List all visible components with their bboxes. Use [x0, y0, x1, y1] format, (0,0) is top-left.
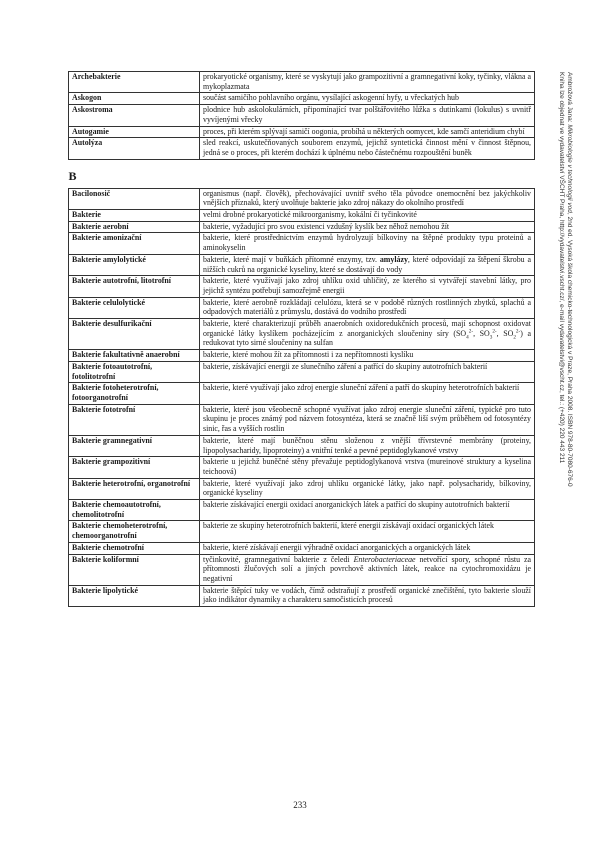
term-cell: Bakterie amonizační: [69, 233, 200, 254]
side-note-citation: [557, 72, 573, 672]
table-row: [69, 500, 535, 521]
term-cell: Bakterie fakultativně anaerobní: [69, 350, 200, 362]
term-cell: Bakterie amylolytické: [69, 254, 200, 275]
table-row: [69, 404, 535, 435]
definition-cell: bakterie, které prostřednictvím enzymů hydrolyzují bílkoviny na štěpné produkty typu proteinů a aminokyselin: [200, 233, 535, 254]
table-row: [69, 188, 535, 209]
table-row: [69, 126, 535, 138]
term-cell: Bakterie heterotrofní, organotrofní: [69, 478, 200, 499]
term-cell: Bacilonosič: [69, 188, 200, 209]
definition-cell: bakterie, které využívají jako zdroj uhlíku oxid uhličitý, ze kterého si vytvářejí stavební látky, pro jejichž syntézu potřebují samozřejmě energii: [200, 276, 535, 297]
term-cell: Bakterie lipolytické: [69, 585, 200, 606]
table-row: [69, 457, 535, 478]
definition-cell: sled reakcí, uskutečňovaných souborem enzymů, jejichž syntetická činnost mění v činnost štěpnou, jedná se o proces, při kterém dochází k úplnému nebo částečnému rozpouštění buněk: [200, 138, 535, 159]
definition-cell: bakterie, které mají v buňkách přítomné enzymy, tzv. amylázy, které odpovídají za štěpení škrobu a nižších cukrů na organické kyseliny, které se dostávají do vody: [200, 254, 535, 275]
table-row: [69, 521, 535, 542]
definition-cell: bakterie, které aerobně rozkládají celulózu, která se v podobě různých rostlinných zbytků, splachů a odpadových materiálů z průmyslu, dostává do vodního prostředí: [200, 297, 535, 318]
table-row: [69, 554, 535, 585]
term-cell: Askostroma: [69, 105, 200, 126]
term-cell: Bakterie fotoheterotrofní, fotoorganotrofní: [69, 383, 200, 404]
side-note-line-2: Kniha lze objednat ve vydavatelství VŠCHT Praha, http://vydavatelstvi.vscht.cz/, e-mail vydavatelstvi@vscht.cz, tel.: (+420) 220 443 211: [557, 72, 565, 464]
table-row: [69, 542, 535, 554]
table-row: [69, 478, 535, 499]
definition-cell: bakterie, získávající energii ze slunečního záření a patřící do skupiny autotrofních bakterií: [200, 361, 535, 382]
definition-cell: součást samičího pohlavního orgánu, vysílající askogenní hyfy, u vřeckatých hub: [200, 93, 535, 105]
table-row: [69, 72, 535, 93]
table-row: [69, 233, 535, 254]
page-number: 233: [293, 800, 307, 810]
term-cell: Bakterie aerobní: [69, 221, 200, 233]
term-cell: Bakterie grampozitivní: [69, 457, 200, 478]
definition-cell: bakterie štěpící tuky ve vodách, čímž odstraňují z prostředí organické znečištění, tyto bakterie slouží jako indikátor dynamiky a charakteru samočisticích procesů: [200, 585, 535, 606]
term-cell: Bakterie gramnegativní: [69, 435, 200, 456]
table-row: [69, 319, 535, 350]
term-cell: Bakterie chemoautotrofní, chemolitotrofní: [69, 500, 200, 521]
definition-cell: bakterie, které mohou žít za přítomnosti i za nepřítomnosti kyslíku: [200, 350, 535, 362]
table-row: [69, 221, 535, 233]
table-row: [69, 105, 535, 126]
table-row: [69, 383, 535, 404]
term-cell: Bakterie: [69, 210, 200, 222]
definition-cell: bakterie ze skupiny heterotrofních bakterií, které energii získávají oxidací organických látek: [200, 521, 535, 542]
glossary-table: [68, 71, 535, 607]
definition-cell: tyčinkovité, gramnegativní bakterie z čeledi Enterobacteriaceae netvořící spory, schopné růstu za přítomnosti žlučových solí a jiných povrchově aktivních látek, reakce na cytochromoxidázu je negativní: [200, 554, 535, 585]
term-cell: Bakterie celulolytické: [69, 297, 200, 318]
section-heading-row: [69, 159, 535, 188]
term-cell: Bakterie autotrofní, litotrofní: [69, 276, 200, 297]
table-row: [69, 138, 535, 159]
definition-cell: prokaryotické organismy, které se vyskytují jako grampozitivní a gramnegativní koky, tyčinky, vlákna a mykoplazmata: [200, 72, 535, 93]
table-row: [69, 93, 535, 105]
term-cell: Bakterie chemotrofní: [69, 542, 200, 554]
term-cell: Bakterie fototrofní: [69, 404, 200, 435]
table-row: [69, 435, 535, 456]
definition-cell: bakterie u jejichž buněčné stěny převažuje peptidoglykanová vrstva (mureinové struktury a kyselina teichoová): [200, 457, 535, 478]
definition-cell: proces, při kterém splývají samičí oogonia, probíhá u některých oomycet, kde samčí anteridium chybí: [200, 126, 535, 138]
table-row: [69, 585, 535, 606]
definition-cell: organismus (např. člověk), přechovávající uvnitř svého těla původce onemocnění bez jakýchkoliv vnějších příznaků, který uvolňuje bakterie jako zdroj nákazy do okolního prostředí: [200, 188, 535, 209]
term-cell: Archebakterie: [69, 72, 200, 93]
section-letter: B: [68, 168, 77, 183]
term-cell: Bakterie desulfurikační: [69, 319, 200, 350]
definition-cell: bakterie, které charakterizují průběh anaerobních oxidoredukčních procesů, mají schopnost oxidovat organické látky kyslíkem pocházejícím z anorganických sloučeniny síry ($SO_4^{2-}$, $SO_3^{2-}$, $SO_2^{2-}$) a redukovat tyto sirné sloučeniny na sulfan: [200, 319, 535, 350]
definition-cell: bakterie, které mají buněčnou stěnu složenou z vnější třívrstevné membrány (proteiny, lipopolysacharidy, lipoproteiny) a vnitřní tenké a pevné peptidoglykanové vrstvy: [200, 435, 535, 456]
table-row: [69, 254, 535, 275]
side-note-line-1: Ambrožová Jana: Mikrobiologie v technologii vod, 2nd ed. Vysoká škola chemicko-technologická v Praze, Praha 2008. ISBN 978-80-7080-676-0: [566, 72, 573, 487]
definition-cell: bakterie, které využívají jako zdroj uhlíku organické látky, jako např. polysacharidy, bílkoviny, organické kyseliny: [200, 478, 535, 499]
table-row: [69, 276, 535, 297]
term-cell: Bakterie koliformní: [69, 554, 200, 585]
term-cell: Autogamie: [69, 126, 200, 138]
definition-cell: bakterie, které získávají energii výhradně oxidací anorganických a organických látek: [200, 542, 535, 554]
term-cell: Bakterie fotoautotrofní, fotolitotrofní: [69, 361, 200, 382]
definition-cell: bakterie, které využívají jako zdroj energie sluneční záření a patří do skupiny heterotrofních bakterií: [200, 383, 535, 404]
term-cell: Askogon: [69, 93, 200, 105]
table-row: [69, 297, 535, 318]
table-row: [69, 361, 535, 382]
table-row: [69, 210, 535, 222]
definition-cell: bakterie získávající energii oxidací anorganických látek a patřící do skupiny autotrofních bakterií: [200, 500, 535, 521]
definition-cell: plodnice hub askolokulárních, připomínající tvar polštářovitého lůžka s dutinkami (lokulus) s uvnitř vyvíjenými vřecky: [200, 105, 535, 126]
term-cell: Autolýza: [69, 138, 200, 159]
definition-cell: bakterie, které jsou všeobecně schopné využívat jako zdroj energie sluneční záření, typické pro tuto skupinu je proces známý pod názvem fotosyntéza, která se značně liší svým průběhem od fotosyntézy sinic, řas a vyšších rostlin: [200, 404, 535, 435]
table-row: [69, 350, 535, 362]
definition-cell: bakterie, vyžadující pro svou existenci vzdušný kyslík bez něhož nemohou žít: [200, 221, 535, 233]
term-cell: Bakterie chemoheterotrofní, chemoorganotrofní: [69, 521, 200, 542]
definition-cell: velmi drobné prokaryotické mikroorganismy, kokální či tyčinkovité: [200, 210, 535, 222]
